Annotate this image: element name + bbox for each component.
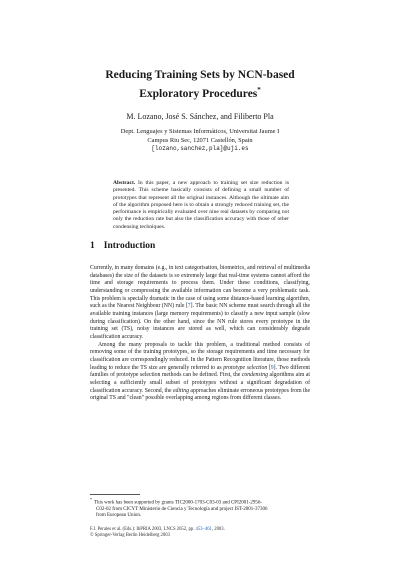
abstract-label: Abstract. bbox=[113, 180, 136, 186]
footnote-mark: * bbox=[90, 497, 92, 502]
title-line-2: Exploratory Procedures bbox=[139, 87, 258, 100]
paper-title bbox=[60, 68, 340, 102]
affiliation bbox=[60, 128, 340, 154]
footnote-divider bbox=[90, 494, 140, 495]
footnote-line-2: C02-02 from CICYT Ministerio de Ciencia y Tecnología and project IST-2001-37306 bbox=[96, 507, 268, 513]
publisher-info bbox=[90, 527, 310, 539]
affiliation-line-1: Dept. Lenguajes y Sistemas Informáticos, Universitat Jaume I bbox=[120, 128, 280, 135]
author-list: M. Lozano, José S. Sánchez, and Filiberto Pla bbox=[126, 112, 274, 121]
footnote-line-1: *This work has been supported by grants TIC2000-1703-C03-03 and CPI2001-2956- bbox=[90, 497, 263, 506]
copyright: © Springer-Verlag Berlin Heidelberg 2003 bbox=[90, 533, 170, 539]
citation-link[interactable]: 7 bbox=[187, 303, 191, 310]
abstract bbox=[113, 180, 289, 231]
page-range-link[interactable]: 453–461 bbox=[195, 527, 212, 532]
citation-link[interactable]: 9 bbox=[270, 364, 274, 371]
paragraph-2: Among the many proposals to tackle this problem, a traditional method consists of removing some of the training prototypes, so the storage requirements and time necessary for classification are correspondingly reduced. In the Pattern Recognition literature, those methods leading to reduce the TS size are generally referred to as prototype selection [9]. Two different families of prototype selection methods can be defined. First, the condensing algorithms aim at selecting a sufficiently small subset of prototypes without a significant degradation of classification accuracy. Second, the editing approaches eliminate erroneous prototypes from the original TS and "clean" possible overlapping among regions from different classes. bbox=[90, 341, 311, 402]
abstract-text: In this paper, a new approach to training set size reduction is presented. This scheme basically consists of defining a small number of prototypes that represent all the original instances. Although the ultimate aim of the algorithm proposed here is to obtain a strongly reduced training set, the performance is empirically evaluated over nine real datasets by comparing not only the reduction rate but also the classification accuracy with those of other condensing techniques. bbox=[113, 180, 289, 230]
title-line-1: Reducing Training Sets by NCN-based bbox=[105, 69, 295, 81]
affiliation-line-2: Campus Riu Sec, 12071 Castellón, Spain bbox=[147, 136, 253, 144]
section-title: Introduction bbox=[103, 241, 156, 251]
section-number: 1 bbox=[90, 241, 95, 251]
author-email: [lozano,sanchez,pla]@uji.es bbox=[151, 145, 249, 153]
title-footnote-mark: * bbox=[257, 86, 261, 94]
footnote-line-3: from European Union. bbox=[96, 513, 142, 519]
footnote bbox=[90, 497, 310, 520]
publisher-citation: F.J. Perales et al. (Eds.): IbPRIA 2003, LNCS 2652, pp. 453–461, 2003. bbox=[90, 527, 225, 532]
body-text bbox=[90, 265, 310, 403]
paragraph-1: Currently, in many domains (e.g., in text categorisation, biometrics, and retrieval of multimedia databases) the size of the datasets is so extremely large that real-time systems cannot afford the time and storage requirements to process them. Under these conditions, classifying, understanding or compressing the available information can become a very problematic task. This problem is specially dramatic in the case of using some distance-based learning algorithm, such as the Nearest Neighbour (NN) rule [7]. The basic NN scheme must search through all the available training instances (large memory requirements) to classify a new input sample (slow during classification). On the other hand, since the NN rule stores every prototype in the training set (TS), noisy instances are stored as well, which can considerably degrade classification accuracy. bbox=[90, 265, 310, 340]
section-heading bbox=[90, 241, 155, 251]
